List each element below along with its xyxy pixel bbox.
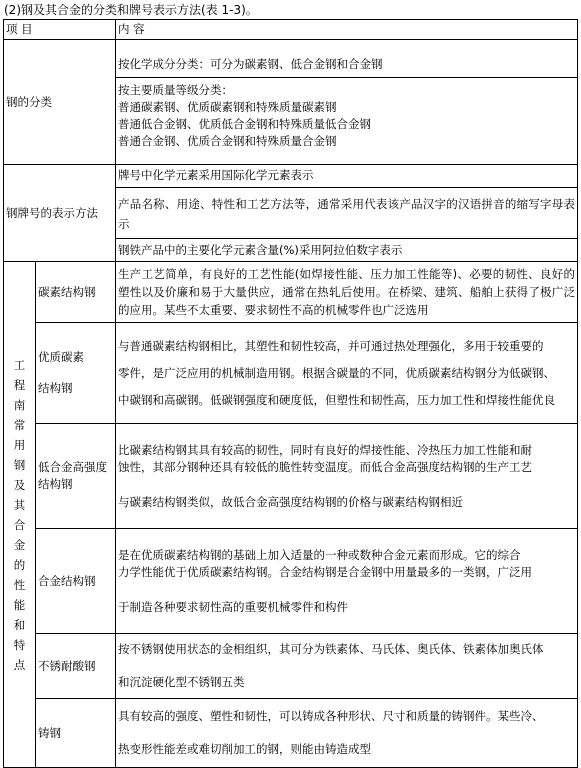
steel-type-name: 优质碳素 结构钢 xyxy=(36,323,116,424)
steel-type-name: 合金结构钢 xyxy=(36,529,116,634)
classification-quality-line: 按主要质量等级分类： xyxy=(118,82,233,97)
engineering-vertical-label: 工 程 南 常 用 钢 及 其 合 金 的 性 能 和 特 点 xyxy=(4,262,36,768)
steel-type-name: 碳素结构钢 xyxy=(36,262,116,323)
designation-line: 钢铁产品中的主要化学元素含量(%)采用阿拉伯数字表示 xyxy=(118,243,403,257)
classification-quality-line: 普通碳素钢、优质碳素钢和特殊质量碳素钢 xyxy=(118,99,337,114)
steel-type-description: 比碳素结构钢其具有较高的韧性，同时有良好的焊接性能、冷热压力加工性能和耐 蚀性，其部分钢种还具有较低的脆性转变温度。而低合金高强度结构钢的生产工艺 与碳素结构钢类似，故低合金高强度结构钢的价格与碳素结构钢相近 xyxy=(116,424,578,529)
designation-line: 产品名称、用途、特性和工艺方法等，通常采用代表该产品汉字的汉语拼音的缩写字母表示 xyxy=(118,197,575,231)
classification-label: 钢的分类 xyxy=(4,40,116,165)
table-row xyxy=(4,165,578,262)
steel-type-description: 按不锈钢使用状态的金相组织，其可分为铁素体、马氏体、奥氏体、铁素体加奥氏体 和沉淀硬化型不锈钢五类 xyxy=(116,634,578,699)
steel-type-description: 具有较高的强度、塑性和韧性，可以铸成各种形状、尺寸和质量的铸钢件。某些冷、 热变形性能差或难切削加工的钢，则能由铸造成型 xyxy=(116,699,578,768)
designation-line: 牌号中化学元素采用国际化学元素表示 xyxy=(118,168,314,182)
classification-content xyxy=(116,40,578,165)
steel-type-description: 与普通碳素结构钢相比，其塑性和韧性较高，并可通过热处理强化，多用于较重要的 零件，是广泛应用的机械制造用钢。根据含碳量的不同，优质碳素结构钢分为低碳钢、 中碳钢和高碳钢。低碳钢强度和硬度低，但塑性和韧性高，压力加工性和焊接性能优良 xyxy=(116,323,578,424)
designation-label: 钢牌号的表示方法 xyxy=(4,165,116,262)
steel-type-name: 低合金高强度 结构钢 xyxy=(36,424,116,529)
table-header-row xyxy=(4,20,578,40)
steel-classification-table xyxy=(3,19,578,768)
steel-type-description: 生产工艺简单，有良好的工艺性能(如焊接性能、压力加工性能等)、必要的韧性、良好的塑性以及价廉和易于大量供应，通常在热轧后使用。在桥梁、建筑、船舶上获得了极广泛的应用。某些不太重要、要求韧性不高的机械零件也广泛选用 xyxy=(116,262,578,323)
designation-content xyxy=(116,165,578,262)
table-row xyxy=(4,529,578,634)
table-row xyxy=(4,262,578,323)
table-row xyxy=(4,699,578,768)
steel-type-description: 是在优质碳素结构钢的基础上加入适量的一种或数种合金元素而形成。它的综合 力学性能优于优质碳素结构钢。合金结构钢是合金钢中用量最多的一类钢，广泛用 于制造各种要求韧性高的重要机械零件和构件 xyxy=(116,529,578,634)
classification-by-composition: 按化学成分分类：可分为碳素钢、低合金钢和合金钢 xyxy=(118,56,383,71)
classification-quality-line: 普通低合金钢、优质低合金钢和特殊质量低合金钢 xyxy=(118,116,371,131)
table-row xyxy=(4,634,578,699)
header-content: 内 容 xyxy=(116,20,578,40)
steel-type-name: 不锈耐酸钢 xyxy=(36,634,116,699)
header-item: 项 目 xyxy=(4,20,116,40)
table-row xyxy=(4,323,578,424)
table-caption: (2)钢及其合金的分类和牌号表示方法(表 1-3)。 xyxy=(4,3,258,17)
table-row xyxy=(4,424,578,529)
classification-quality-line: 普通合金钢、优质合金钢和特殊质量合金钢 xyxy=(118,133,337,148)
steel-type-name: 铸钢 xyxy=(36,699,116,768)
table-row xyxy=(4,40,578,165)
